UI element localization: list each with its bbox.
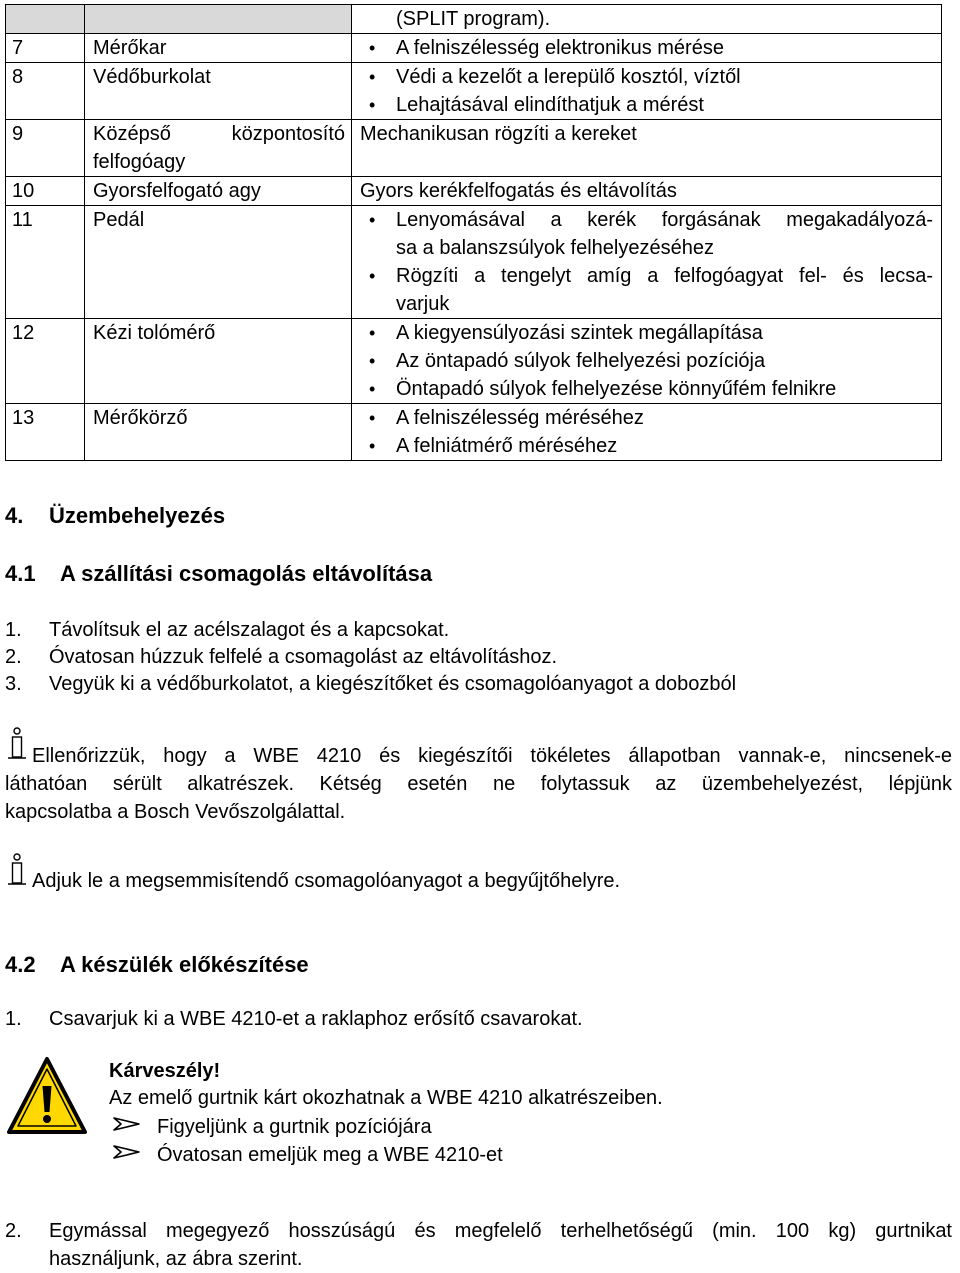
section-heading-4: 4. Üzembehelyezés	[5, 503, 226, 528]
warning-text: Az emelő gurtnik kárt okozhatnak a WBE 4210 alkatrészeiben.	[109, 1087, 663, 1109]
parts-table	[5, 4, 942, 461]
table-row: 12 Kézi tolómérő • A kiegyensúlyozási szintek megállapítása • Az öntapadó súlyok felhelyezési pozíciója • Öntapadó súlyok felhelyezése könnyűfém felnikre	[6, 319, 942, 404]
list-item: • Öntapadó súlyok felhelyezése könnyűfém felnikre	[360, 375, 941, 403]
list-item: • A felniszélesség méréséhez	[360, 404, 941, 432]
section-heading-4-1: 4.1 A szállítási csomagolás eltávolítása	[5, 561, 433, 586]
list-item: 2. Egymással megegyező hosszúságú és megfelelő terhelhetőségű (min. 100 kg) gurtnikat használjunk, az ábra szerint.	[5, 1220, 952, 1270]
warning-triangle-icon	[6, 1056, 88, 1142]
list-item: Óvatosan emeljük meg a WBE 4210-et	[113, 1143, 503, 1167]
list-item: 2. Óvatosan húzzuk felfelé a csomagolást az eltávolításhoz.	[5, 646, 558, 668]
list-item: Figyeljünk a gurtnik pozíciójára	[113, 1115, 432, 1139]
table-row: 10 Gyorsfelfogató agy Gyors kerékfelfogatás és eltávolítás	[6, 177, 942, 206]
table-row: 13 Mérőkörző • A felniszélesség méréséhez • A felniátmérő méréséhez	[6, 404, 942, 461]
list-item: • A felniszélesség elektronikus mérése	[360, 34, 941, 62]
section-heading-4-2: 4.2 A készülék előkészítése	[5, 952, 309, 977]
list-item: 1. Csavarjuk ki a WBE 4210-et a raklaphoz erősítő csavarokat.	[5, 1008, 583, 1030]
table-row: 9 Középső központosító felfogóagy Mechanikusan rögzíti a kereket	[6, 120, 942, 177]
table-row: 7 Mérőkar • A felniszélesség elektronikus mérése	[6, 34, 942, 63]
table-row: 11 Pedál • Lenyomásával a kerék forgásának megakadályozá- sa a balanszsúlyok felhelyezéséhez • Rögzíti a tengelyt amíg a felfogóagyat fel- és lecsa- varjuk	[6, 206, 942, 319]
table-row	[6, 5, 942, 34]
arrow-bullet-icon	[113, 1115, 157, 1139]
warning-title: Kárveszély!	[109, 1060, 221, 1082]
list-item: • A felniátmérő méréséhez	[360, 432, 941, 460]
list-item: 1. Távolítsuk el az acélszalagot és a kapcsokat.	[5, 619, 450, 641]
list-item: • Lenyomásával a kerék forgásának megakadályozá- sa a balanszsúlyok felhelyezéséhez	[360, 206, 933, 262]
arrow-bullet-icon	[113, 1143, 157, 1167]
table-row: 8 Védőburkolat • Védi a kezelőt a lerepülő kosztól, víztől • Lehajtásával elindíthatjuk a mérést	[6, 63, 942, 120]
list-item: • Védi a kezelőt a lerepülő kosztól, víztől	[360, 63, 941, 91]
info-note-text: Adjuk le a megsemmisítendő csomagolóanyagot a begyűjtőhelyre.	[32, 870, 621, 892]
list-item: • Az öntapadó súlyok felhelyezési pozíciója	[360, 347, 941, 375]
info-note-text: Ellenőrizzük, hogy a WBE 4210 és kiegészítői tökéletes állapotban vannak-e, nincsenek-e láthatóan sérült alkatrészek. Kétség esetén ne folytassuk az üzembehelyezést, lépjünk kapcsolatba a Bosch Vevőszolgálattal.	[5, 745, 952, 823]
info-note-icon	[6, 853, 28, 893]
list-item: • Lehajtásával elindíthatjuk a mérést	[360, 91, 941, 119]
table-cell: (SPLIT program).	[352, 5, 942, 34]
list-item: 3. Vegyük ki a védőburkolatot, a kiegészítőket és csomagolóanyagot a dobozból	[5, 673, 737, 695]
list-item: • A kiegyensúlyozási szintek megállapítása	[360, 319, 941, 347]
list-item: • Rögzíti a tengelyt amíg a felfogóagyat fel- és lecsa- varjuk	[360, 262, 933, 318]
